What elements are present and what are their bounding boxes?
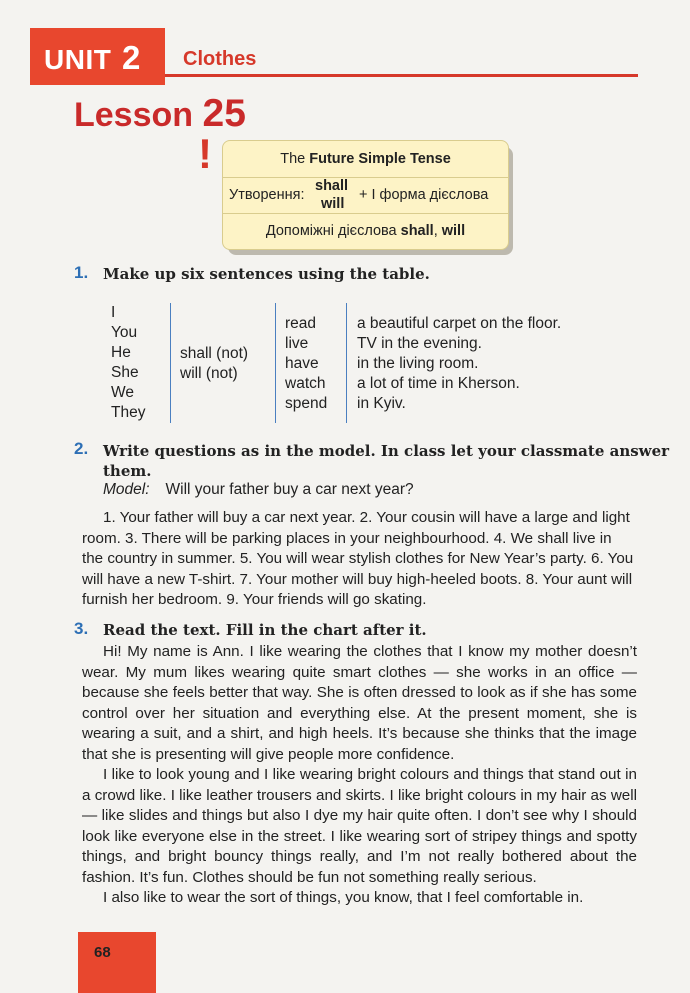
lesson-number: 25: [202, 92, 246, 135]
aux-prefix: Допоміжні дієслова: [265, 223, 401, 239]
exercise-2-number: 2.: [74, 439, 89, 458]
grammar-title-prefix: The: [280, 151, 310, 167]
grammar-note-box: [222, 140, 509, 250]
table-divider: [170, 303, 171, 423]
table-subjects: [111, 303, 145, 423]
unit-banner: [30, 28, 165, 85]
table-auxiliaries: [180, 344, 248, 384]
table-verbs: [285, 314, 327, 414]
model-text: Will your father buy a car next year?: [165, 481, 414, 498]
aux-will: will: [441, 223, 466, 239]
aux-shall: shall: [400, 223, 434, 239]
exercise-1-number: 1.: [74, 263, 89, 282]
exclamation-icon: !: [198, 130, 212, 177]
text-paragraph: I also like to wear the sort of things, you know, that I feel comfortable in.: [103, 889, 584, 906]
exercise-3-number: 3.: [74, 619, 89, 638]
exercise-2-sentences: [82, 508, 637, 611]
header-divider: [165, 74, 638, 77]
table-cell: shall (not): [180, 345, 249, 362]
table-cell: live: [285, 335, 309, 352]
table-cell: You: [111, 324, 138, 341]
page-number: 68: [94, 944, 111, 961]
formation-shall: shall: [315, 178, 349, 194]
unit-label: UNIT: [44, 44, 112, 75]
table-complements: [357, 314, 561, 414]
text-paragraph: I like to look young and I like wearing bright colours and things that stand out in a crowd like. I like leather trousers and skirts. I like bright colours in my hair as well — like slides and things but also I dye my hair quite often. I don’t see why I should look like everyone else in the street. I like wearing sort of stripey things and spotty things, and bright bouncy things really, and I’m not really bothered about the fashion. It’s fun. Clothes should be fun not something really serious.: [82, 766, 637, 886]
text-line: will have a new T-shirt. 7. Your mother will buy high-heeled boots. 8. Your aunt will: [82, 570, 633, 588]
table-divider: [275, 303, 276, 423]
table-cell: read: [285, 315, 317, 332]
lesson-title: [74, 92, 246, 136]
exercise-1-instruction: Make up six sentences using the table.: [103, 265, 430, 283]
text-line: the country in summer. 5. You will wear stylish clothes for New Year’s party. 6. You: [82, 550, 634, 567]
reading-text: [82, 642, 637, 909]
table-divider: [346, 303, 347, 423]
table-cell: watch: [285, 375, 326, 392]
table-cell: spend: [285, 395, 328, 412]
grammar-title: [223, 141, 508, 178]
text-line: room. 3. There will be parking places in your neighbourhood. 4. We shall live in: [82, 529, 612, 547]
grammar-auxiliary-row: [223, 214, 508, 249]
table-cell: a beautiful carpet on the floor.: [357, 315, 562, 332]
table-cell: a lot of time in Kherson.: [357, 375, 520, 392]
table-cell: She: [111, 364, 139, 381]
page-number-tab: [78, 932, 156, 993]
grammar-formation-row: [223, 178, 508, 214]
model-label: Model:: [103, 481, 150, 498]
unit-title: Clothes: [183, 48, 257, 70]
unit-number: 2: [122, 39, 141, 76]
table-cell: We: [111, 384, 134, 401]
model-sentence: [103, 481, 414, 499]
table-cell: He: [111, 344, 131, 361]
instruction-line: them.: [103, 462, 152, 480]
table-cell: in Kyiv.: [357, 395, 406, 412]
text-line: furnish her bedroom. 9. Your friends will go skating.: [82, 591, 427, 608]
table-cell: will (not): [180, 365, 238, 382]
text-paragraph: Hi! My name is Ann. I like wearing the clothes that I know my mother doesn’t wear. My mum likes wearing quite smart clothes — she works in an office — because she feels better that way. She is often dressed to look as if she has some control over her situation and everything else. At the present moment, she is wearing a suit, and a shirt, and high heels. It’s because she thinks that the image that she is presenting will give people more confidence.: [82, 643, 637, 763]
aux-separator: ,: [433, 223, 442, 239]
exercise-3-instruction: Read the text. Fill in the chart after it.: [103, 621, 427, 639]
formation-rest: + I форма дієслова: [359, 187, 489, 203]
table-cell: TV in the evening.: [357, 335, 482, 352]
table-cell: I: [111, 304, 116, 321]
exercise-2-instruction: [103, 441, 669, 481]
table-cell: have: [285, 355, 319, 372]
grammar-title-bold: Future Simple Tense: [309, 151, 451, 167]
formation-label: Утворення:: [229, 187, 305, 203]
table-cell: in the living room.: [357, 355, 479, 372]
table-cell: They: [111, 404, 146, 421]
lesson-word: Lesson: [74, 96, 194, 134]
formation-will: will: [321, 196, 345, 212]
text-line: 1. Your father will buy a car next year. 2. Your cousin will have a large and light: [103, 509, 630, 526]
instruction-line: Write questions as in the model. In class let your classmate answer: [103, 442, 670, 460]
